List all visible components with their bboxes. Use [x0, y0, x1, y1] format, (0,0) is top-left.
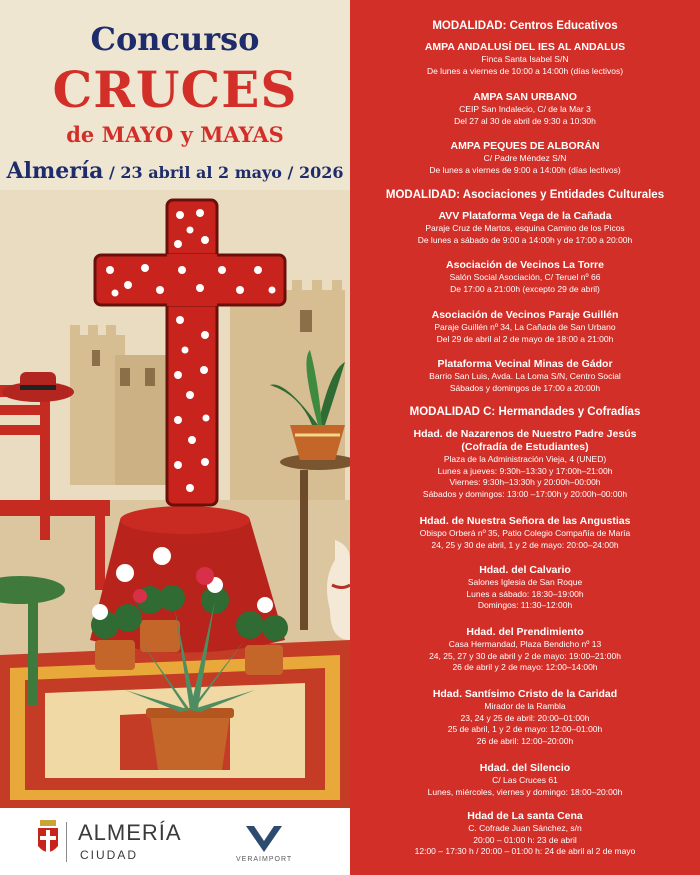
entry-line: De lunes a viernes de 10:00 a 14:00h (días lectivos) — [426, 65, 624, 76]
entry-line: 23, 24 y 25 de abril: 20:00–01:00h — [460, 712, 590, 723]
entry-ampa-andalusi — [350, 41, 700, 77]
footer-divider — [66, 822, 67, 862]
footer-city-sub: CIUDAD — [80, 848, 139, 862]
entry-line: Casa Hermandad, Plaza Bendicho nº 13 — [448, 639, 602, 649]
footer-logos — [0, 808, 350, 875]
entry-hdad-nazarenos — [350, 428, 700, 500]
footer-sponsor: VERAIMPORT — [236, 856, 293, 863]
entry-line: 26 de abril y 2 de mayo: 12:00–14:00h — [452, 662, 598, 672]
entry-name: Hdad. del Silencio — [479, 762, 571, 774]
entry-line: Salones Iglesia de San Roque — [467, 577, 583, 587]
entry-name: AMPA SAN URBANO — [473, 91, 577, 103]
entry-line: Sábados y domingos: 13:00 –17:00h y 20:00h–00:00h — [422, 488, 628, 499]
entry-hdad-calvario — [350, 564, 700, 612]
poster-location-dates — [0, 158, 350, 184]
entry-line: (Cofradía de Estudiantes) — [461, 441, 589, 453]
entry-line: De lunes a sábado de 9:00 a 14:00h y de 17:00 a 20:00h — [417, 234, 633, 245]
entry-line: Obispo Orberá nº 35, Patio Colegio Compañía de María — [419, 528, 631, 538]
poster-city: Almería — [6, 158, 104, 184]
entry-line: 20:00 – 01:00 h: 23 de abril — [473, 834, 577, 845]
entry-line: Viernes: 9:30h–13:30h y 20:00h–00:00h — [449, 477, 601, 487]
entry-ampa-peques — [350, 140, 700, 176]
entry-ampa-san-urbano — [350, 91, 700, 127]
entry-line: Barrio San Luis, Avda. La Loma S/N, Centro Social — [429, 371, 621, 381]
entry-name: Hdad. de Nazarenos de Nuestro Padre Jesús — [413, 428, 637, 440]
entry-line: CEIP San Indalecio, C/ de la Mar 3 — [459, 104, 591, 114]
entry-line: C/ Padre Méndez S/N — [483, 153, 567, 163]
entry-name: AMPA PEQUES DE ALBORÁN — [450, 140, 600, 152]
entry-line: 26 de abril: 12:00–20:00h — [476, 735, 574, 746]
entry-line: Salón Social Asociación, C/ Teruel nº 66 — [449, 272, 601, 282]
entry-name: Plataforma Vecinal Minas de Gádor — [437, 358, 613, 370]
entry-line: C/ Las Cruces 61 — [492, 775, 558, 785]
poster-dates: / 23 abril al 2 mayo / 2026 — [103, 163, 344, 182]
city-crest-icon — [36, 820, 60, 860]
section-title-asociaciones: MODALIDAD: Asociaciones y Entidades Culturales — [385, 189, 665, 201]
entry-line: Finca Santa Isabel S/N — [481, 54, 569, 64]
entry-line: 24, 25, 27 y 30 de abril y 2 de mayo: 19:00–21:00h — [429, 650, 621, 661]
entry-line: Lunes, miércoles, viernes y domingo: 18:00–20:00h — [427, 786, 623, 797]
entry-av-paraje-guillen — [350, 309, 700, 345]
entry-line: 25 de abril, 1 y 2 de mayo: 12:00–01:00h — [447, 724, 603, 734]
entry-name: Hdad. del Prendimiento — [466, 626, 584, 638]
entry-hdad-silencio — [350, 762, 700, 798]
entry-hdad-santa-cena — [350, 810, 700, 858]
entry-line: Del 29 de abril al 2 de mayo de 18:00 a 21:00h — [436, 333, 614, 344]
entry-name: Asociación de Vecinos La Torre — [446, 259, 604, 271]
entry-name: Hdad. de Nuestra Señora de las Angustias — [419, 515, 631, 527]
entry-line: Paraje Guillén nº 34, La Cañada de San Urbano — [434, 322, 616, 332]
entry-name: Hdad. Santísimo Cristo de la Caridad — [432, 688, 618, 700]
entry-avv-vega-canada — [350, 210, 700, 246]
entry-line: Plaza de la Administración Vieja, 4 (UNED) — [443, 454, 607, 464]
entry-line: 24, 25 y 30 de abril, 1 y 2 de mayo: 20:00–24:00h — [431, 539, 619, 550]
entry-line: Lunes a sábado: 18:30–19:00h — [466, 588, 584, 599]
veraimport-logo-icon — [244, 824, 284, 854]
entry-av-la-torre — [350, 259, 700, 295]
entry-name: Asociación de Vecinos Paraje Guillén — [431, 309, 619, 321]
poster-title-de-mayo-y-mayas: de MAYO y MAYAS — [66, 122, 284, 147]
entry-minas-gador — [350, 358, 700, 394]
entry-hdad-prendimiento — [350, 626, 700, 674]
poster-title-concurso: Concurso — [90, 20, 260, 58]
entry-line: Del 27 al 30 de abril de 9:30 a 10:30h — [454, 115, 596, 126]
entry-line: Sábados y domingos de 17:00 a 20:00h — [449, 382, 601, 393]
entry-line: Lunes a jueves: 9:30h–13:30 y 17:00h–21:00h — [437, 465, 613, 476]
section-title-hermandades: MODALIDAD C: Hermandades y Cofradías — [409, 406, 641, 418]
entry-line: Domingos: 11:30–12:00h — [477, 600, 573, 610]
poster-title-cruces: CRUCES — [52, 60, 298, 119]
entry-line: De lunes a viernes de 9:00 a 14:00h (días lectivos) — [429, 164, 621, 175]
entry-line: Paraje Cruz de Martos, esquina Camino de los Picos — [425, 223, 625, 233]
footer-city-name: ALMERÍA — [78, 820, 182, 845]
entry-hdad-caridad — [350, 688, 700, 747]
entry-hdad-angustias — [350, 515, 700, 551]
entry-name: Hdad de La santa Cena — [467, 810, 583, 822]
entry-name: AVV Plataforma Vega de la Cañada — [438, 210, 612, 222]
entry-name: Hdad. del Calvario — [479, 564, 571, 576]
entry-name: AMPA ANDALUSÍ DEL IES AL ANDALUS — [424, 41, 626, 53]
entry-line: De 17:00 a 21:00h (excepto 29 de abril) — [450, 283, 600, 294]
venue-list-panel — [350, 0, 700, 875]
entry-line: C. Cofrade Juan Sánchez, s/n — [468, 823, 582, 833]
entry-line: 12:00 – 17:30 h / 20:00 – 01:00 h: 24 de abril al 2 de mayo — [414, 846, 636, 856]
section-title-centros: MODALIDAD: Centros Educativos — [432, 20, 618, 32]
entry-line: Mirador de la Rambla — [484, 701, 566, 711]
